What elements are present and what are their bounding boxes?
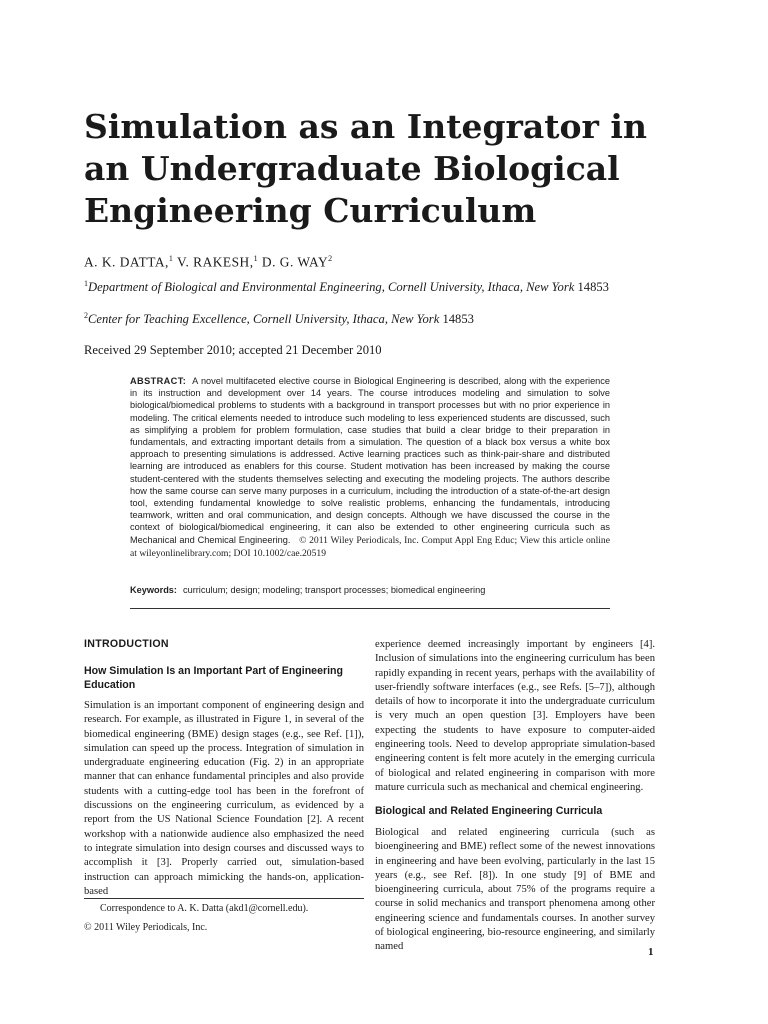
author-name: D. G. WAY: [258, 254, 329, 270]
affiliation-mark: 2: [84, 311, 88, 320]
title-line-1: Simulation as an Integrator in: [84, 107, 647, 146]
author-affiliation-mark: 2: [328, 254, 333, 263]
copyright-notice: © 2011 Wiley Periodicals, Inc.: [84, 922, 208, 933]
keywords-text: curriculum; design; modeling; transport processes; biomedical engineering: [182, 585, 486, 595]
author-name: A. K. DATTA,: [84, 254, 169, 270]
affiliation-1: [84, 279, 609, 295]
abstract-label: ABSTRACT:: [130, 376, 187, 386]
subsection-heading-curricula: Biological and Related Engineering Curricula: [375, 805, 603, 817]
title-line-2: an Undergraduate Biological: [84, 149, 620, 188]
affiliation-zip: 14853: [577, 280, 609, 295]
keywords: [130, 585, 485, 595]
abstract: [130, 375, 610, 560]
keywords-label: Keywords:: [130, 585, 177, 595]
author-list: [84, 254, 333, 270]
body-paragraph-left: Simulation is an important component of engineering design and research. For example, as illustrated in Figure 1, in several of the biomedical engineering (BME) design stages (e.g., see Ref. [1]), simulation can speed up the process. Integration of simulation in undergraduate engineering education (Fig. 2) in an appropriate manner that can enhance fundamental principles and also provide students with a cutting-edge tool has been in the forefront of discussions on the engineering curriculum, as evidenced by a report from the US National Science Foundation [2]. A recent workshop with a nationwide audience also emphasized the need to integrate simulation into design courses and discussed ways to accomplish it [3]. Properly carried out, simulation-based instruction can approach mimicking the hands-on, application-based: [84, 700, 364, 897]
correspondence-footnote: Correspondence to A. K. Datta (akd1@cornell.edu).: [100, 903, 309, 914]
abstract-citation: © 2011 Wiley Periodicals, Inc. Comput Appl Eng Educ; View this article online at wileyonlinelibrary.com; DOI 10.1002/cae.20519: [130, 534, 610, 559]
affiliation-zip: 14853: [442, 312, 474, 327]
received-dates: Received 29 September 2010; accepted 21 December 2010: [84, 343, 382, 357]
paper-title: [84, 106, 704, 232]
title-line-3: Engineering Curriculum: [84, 191, 537, 230]
author-affiliation-mark: 1: [253, 254, 259, 263]
keywords-divider: [130, 608, 610, 609]
affiliation-2: [84, 311, 474, 327]
page-number: 1: [648, 946, 654, 958]
affiliation-mark: 1: [84, 279, 88, 288]
subsection-heading-simulation: How Simulation Is an Important Part of Engineering Education: [84, 665, 343, 691]
body-paragraph-right-1: experience deemed increasingly important by engineers [4]. Inclusion of simulations into the engineering curriculum has been rapidly expanding in recent years, perhaps with the availability of user-friendly software interfaces (e.g., see Refs. [5–7]), although details of how to incorporate it into the undergraduate curriculum is very much an open question [3]. Employers have been expecting the students to have exposure to computer-aided engineering tools. Need to develop appropriate simulation-based engineering content is felt more acutely in the emerging curricula of biological and related engineering in comparison with more mature curricula such as mechanical and chemical engineering.: [375, 639, 655, 793]
affiliation-text: Department of Biological and Environmental Engineering, Cornell University, Ithaca, New York: [88, 280, 578, 295]
affiliation-text: Center for Teaching Excellence, Cornell University, Ithaca, New York: [88, 312, 443, 327]
author-affiliation-mark: 1: [168, 254, 174, 263]
author-name: V. RAKESH,: [173, 254, 254, 270]
footnote-divider: [84, 898, 364, 899]
body-paragraph-right-2: Biological and related engineering curricula (such as bioengineering and BME) reflect some of the newest innovations in engineering and have been evolving, particularly in the last 15 years (e.g., see Ref. [8]). In one study [9] of BME and bioengineering curricula, about 75% of the programs require a course in solid mechanics and transport phenomena among other engineering science and fundamentals courses. In another survey of biological engineering, bio-resource engineering, and similarly named: [375, 827, 655, 953]
section-heading-introduction: INTRODUCTION: [84, 638, 169, 650]
abstract-text: A novel multifaceted elective course in Biological Engineering is described, along with the experience in its instruction and development over 14 years. The course introduces modeling and simulation to solve biological/biomedical problems to students with a background in transport processes but with no prior experience in modeling. The critical elements needed to introduce such modeling to less experienced students are discussed, such as simplifying a problem for problem formulation, case studies that build a clear bridge to their preparation in fundamentals, and extracting important details from a simulation. The question of a black box versus a white box approach to presenting simulations is addressed. Active learning practices such as think-pair-share and distributed learning are introduced as enablers for this course. Student motivation has been increased by making the course student-centered with the students themselves selecting and executing the modeling projects. The authors describe how the same course can serve many purposes in a curriculum, including the introduction of a state-of-the-art design tool, extending fundamental knowledge to solve realistic problems, enhancing the fundamentals, introducing teamwork, written and oral communication, and design concepts. Although we have discussed the course in the context of biological/biomedical engineering, it can also be extended to other engineering curricula such as Mechanical and Chemical Engineering.: [130, 376, 610, 545]
